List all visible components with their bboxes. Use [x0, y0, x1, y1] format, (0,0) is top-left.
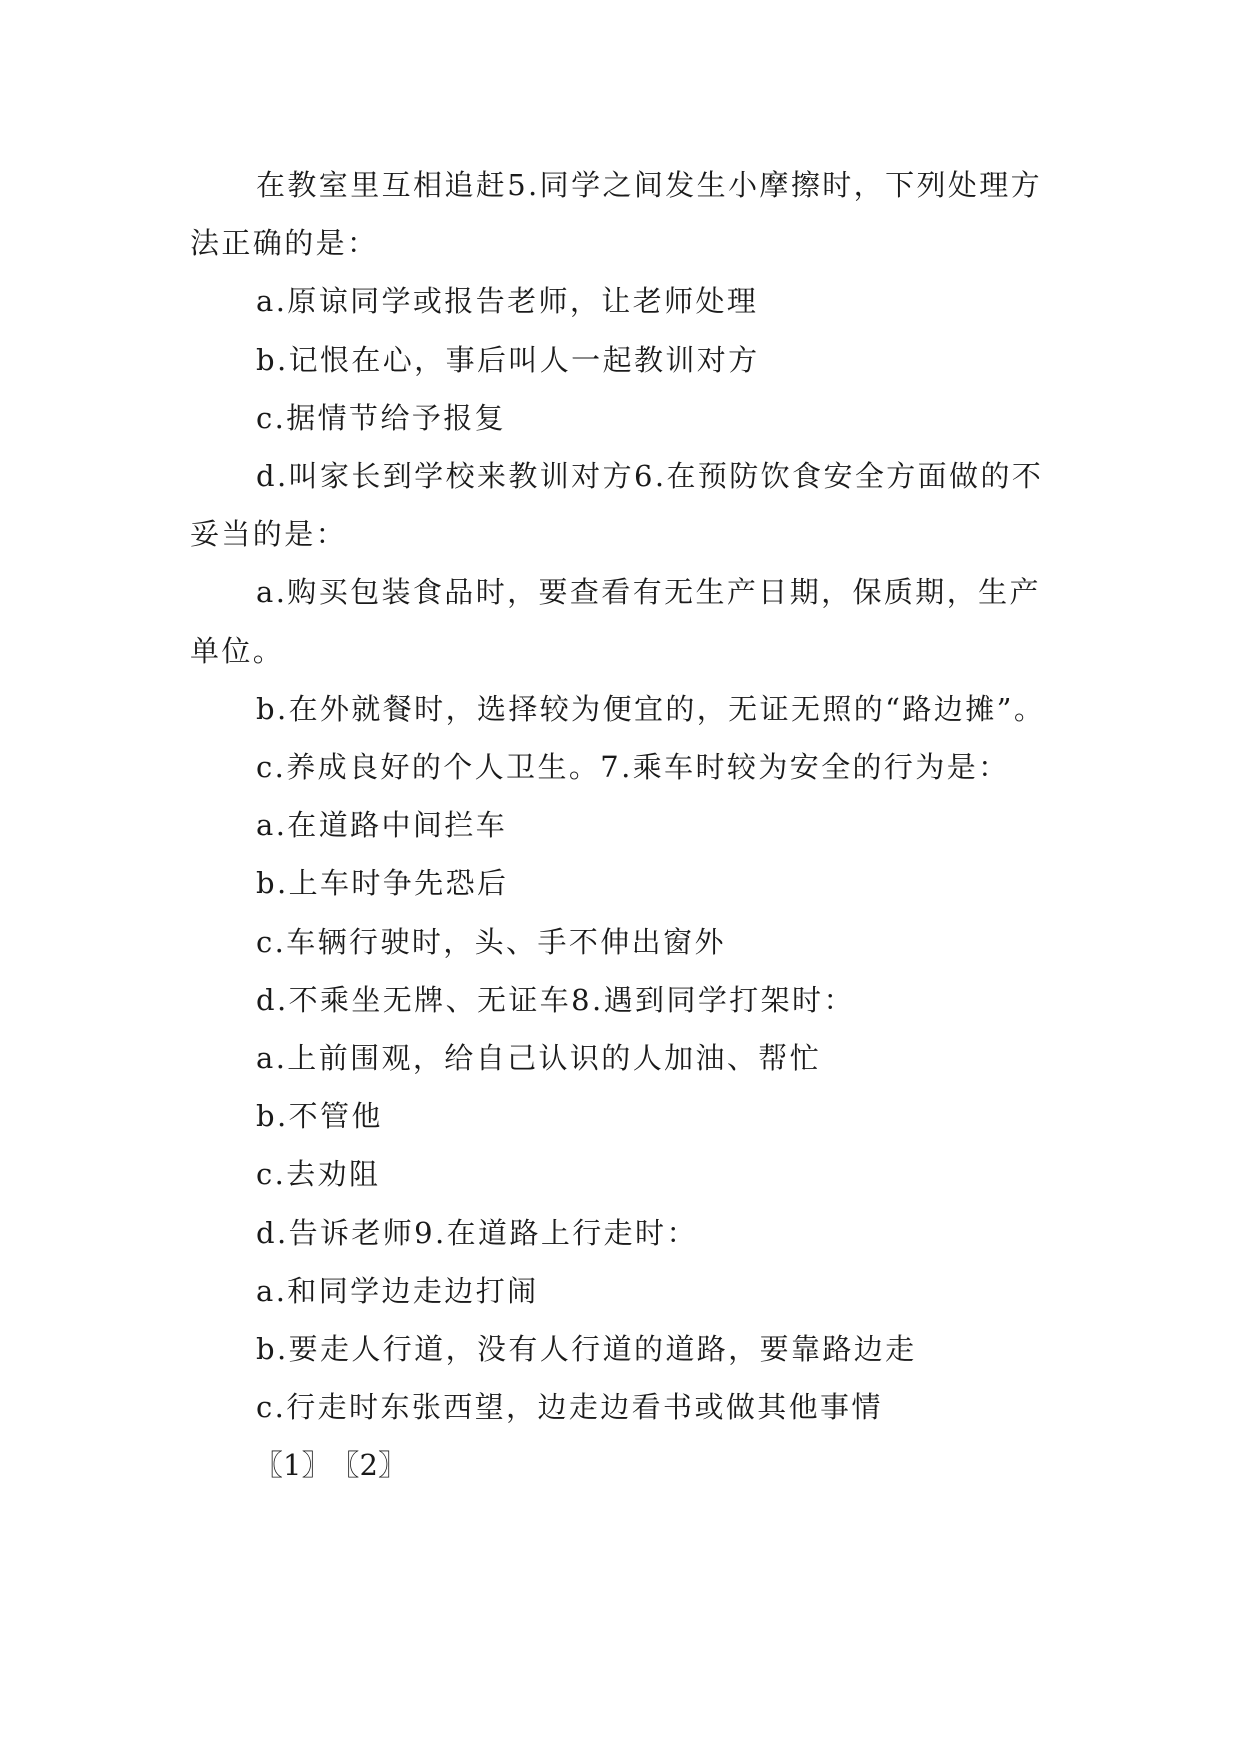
paragraph-2: a.原谅同学或报告老师，让老师处理	[256, 284, 759, 319]
paragraph-6: a.购买包装食品时，要查看有无生产日期，保质期，生产单位。	[190, 575, 1041, 668]
paragraph-16: d.告诉老师9.在道路上行走时：	[256, 1215, 698, 1250]
paragraph-15: c.去劝阻	[256, 1157, 381, 1192]
document-body	[190, 156, 1056, 1494]
paragraph-12: d.不乘坐无牌、无证车8.遇到同学打架时：	[256, 982, 855, 1017]
paragraph-19: c.行走时东张西望，边走边看书或做其他事情	[256, 1390, 883, 1425]
paragraph-17: a.和同学边走边打闹	[256, 1273, 539, 1308]
pagination	[190, 1436, 1056, 1494]
paragraph-1: 在教室里互相追赶5.同学之间发生小摩擦时，下列处理方法正确的是：	[190, 168, 1043, 261]
paragraph-8: c.养成良好的个人卫生。7.乘车时较为安全的行为是：	[256, 750, 1010, 785]
paragraph-13: a.上前围观，给自己认识的人加油、帮忙	[256, 1041, 822, 1076]
paragraph-3: b.记恨在心，事后叫人一起教训对方	[256, 342, 760, 377]
paragraph-7: b.在外就餐时，选择较为便宜的，无证无照的“路边摊”。	[256, 691, 1046, 726]
page-link-1[interactable]: 〖1〗	[254, 1448, 331, 1483]
page-link-2[interactable]: 〖2〗	[330, 1448, 407, 1483]
paragraph-10: b.上车时争先恐后	[256, 866, 509, 901]
paragraph-18: b.要走人行道，没有人行道的道路，要靠路边走	[256, 1332, 917, 1367]
paragraph-9: a.在道路中间拦车	[256, 808, 508, 843]
paragraph-5: d.叫家长到学校来教训对方6.在预防饮食安全方面做的不妥当的是：	[190, 459, 1044, 552]
paragraph-14: b.不管他	[256, 1099, 383, 1134]
paragraph-11: c.车辆行驶时，头、手不伸出窗外	[256, 924, 726, 959]
paragraph-4: c.据情节给予报复	[256, 400, 507, 435]
